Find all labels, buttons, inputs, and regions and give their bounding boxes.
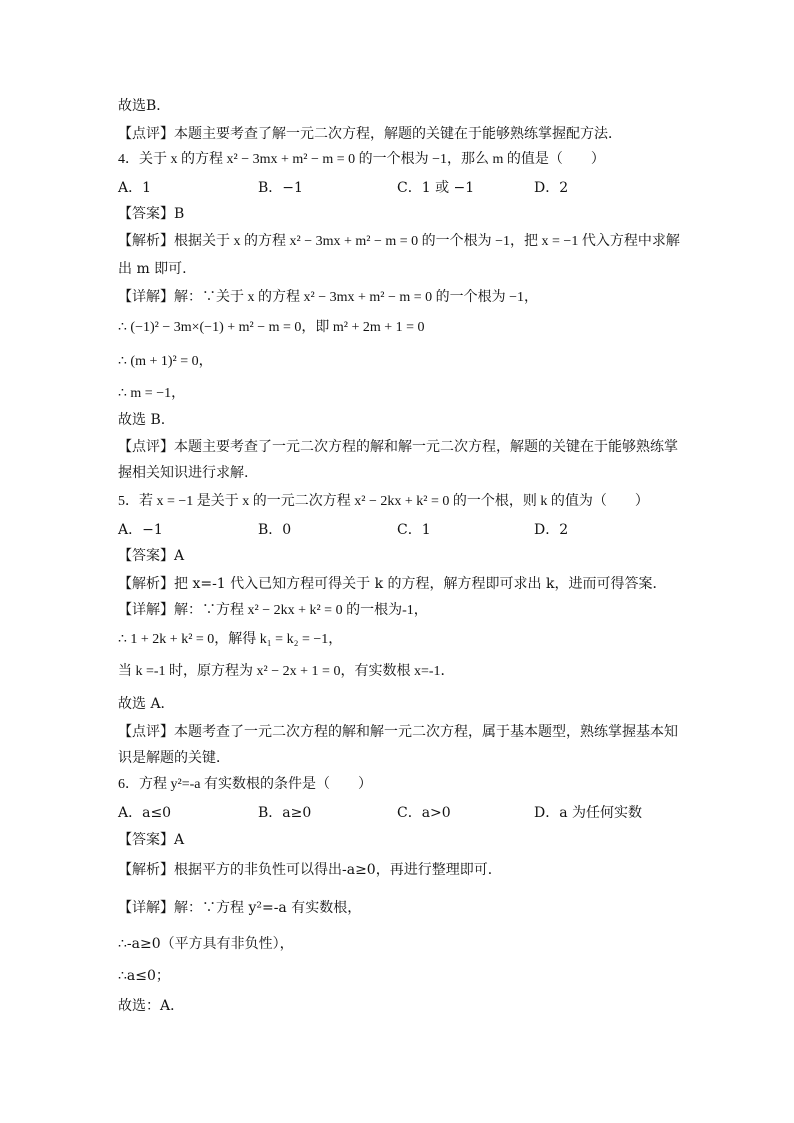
solution-line: 【详解】解：∵关于 x 的方程 x² − 3mx + m² − m = 0 的一个根为 −1， (118, 290, 539, 305)
option-d: D．a 为任何实数 (534, 805, 643, 821)
math-line: ∴a≤0； (118, 968, 170, 984)
answer-line: 【答案】B (118, 206, 185, 222)
option-c: C．a>0 (397, 805, 451, 821)
text-line: 故选：A． (118, 998, 185, 1014)
math-line: ∴ (m + 1)² = 0， (118, 354, 213, 369)
option-a: A．1 (118, 180, 152, 196)
text-line: 故选 B. (118, 412, 166, 428)
question-5-stem: 5．若 x = −1 是关于 x 的一元二次方程 x² − 2kx + k² = 0 的一个根，则 k 的值为（ ） (118, 494, 649, 509)
answer-line: 【答案】A (118, 548, 185, 564)
option-c: C．1 或 −1 (397, 180, 475, 196)
comment-line: 【点评】本题考查了一元二次方程的解和解一元二次方程，属于基本题型，熟练掌握基本知 (118, 724, 678, 740)
question-6-stem: 6．方程 y²=-a 有实数根的条件是（ ） (118, 777, 372, 792)
option-a: A．a≤0 (118, 805, 172, 821)
comment-line: 【点评】本题主要考查了一元二次方程的解和解一元二次方程，解题的关键在于能够熟练掌 (118, 439, 678, 455)
option-d: D．2 (534, 180, 569, 196)
option-d: D．2 (534, 522, 569, 538)
math-line: ∴ (−1)² − 3m×(−1) + m² − m = 0，即 m² + 2m + 1 = 0 (118, 320, 425, 335)
text-line: 故选B． (118, 98, 171, 114)
text-line: 故选 A． (118, 696, 175, 712)
math-line: 当 k =-1 时，原方程为 x² − 2x + 1 = 0，有实数根 x=-1． (118, 664, 455, 679)
option-b: B．0 (258, 522, 292, 538)
analysis-line: 【解析】根据关于 x 的方程 x² − 3mx + m² − m = 0 的一个根为 −1，把 x = −1 代入方程中求解 (118, 234, 680, 249)
option-b: B．a≥0 (258, 805, 312, 821)
analysis-line: 【解析】根据平方的非负性可以得出-a≥0，再进行整理即可． (118, 862, 502, 878)
option-c: C．1 (397, 522, 431, 538)
solution-line: 【详解】解：∵方程 y²=-a 有实数根， (118, 900, 362, 916)
math-line: ∴ m = −1， (118, 386, 186, 401)
solution-line: 【详解】解：∵方程 x² − 2kx + k² = 0 的一根为-1， (118, 603, 428, 618)
text-line: 出 m 即可. (118, 261, 187, 277)
option-a: A．−1 (118, 522, 163, 538)
text-line: 【点评】本题主要考查了解一元二次方程，解题的关键在于能够熟练掌握配方法． (118, 126, 622, 142)
option-b: B．−1 (258, 180, 303, 196)
answer-line: 【答案】A (118, 832, 185, 848)
text-line: 识是解题的关键． (118, 750, 230, 766)
question-4-stem: 4．关于 x 的方程 x² − 3mx + m² − m = 0 的一个根为 −1，那么 m 的值是（ ） (118, 152, 605, 167)
math-line: ∴ 1 + 2k + k² = 0，解得 k₁ = k₂ = −1， (118, 632, 343, 647)
math-line: ∴-a≥0（平方具有非负性）， (118, 936, 294, 952)
text-line: 握相关知识进行求解. (118, 465, 249, 481)
analysis-line: 【解析】把 x=-1 代入已知方程可得关于 k 的方程，解方程即可求出 k，进而可得答案． (118, 576, 667, 592)
